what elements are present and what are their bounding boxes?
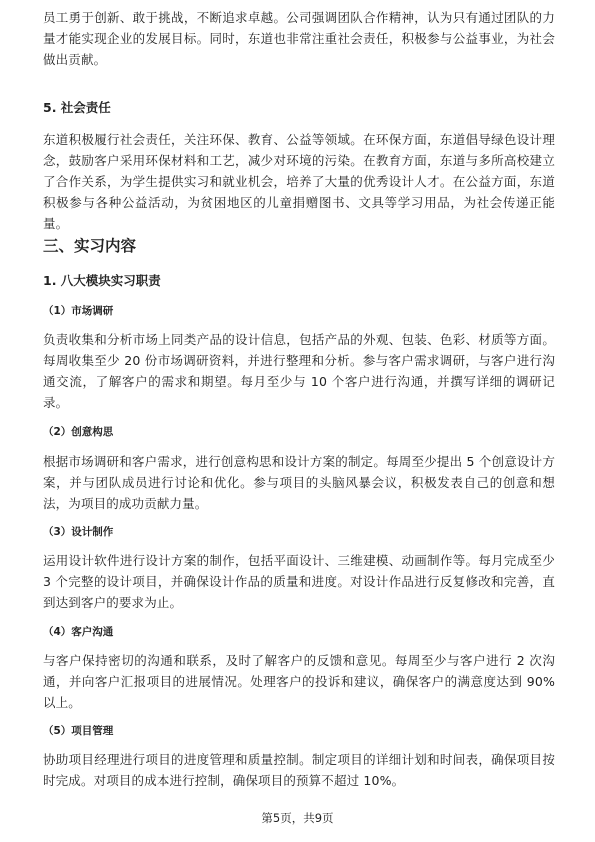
paragraph-design-production: 运用设计软件进行设计方案的制作，包括平面设计、三维建模、动画制作等。每月完成至少 3 个完整的设计项目，并确保设计作品的质量和进度。对设计作品进行反复修改和完善，直到达到客户的要求为止。 <box>43 553 555 610</box>
heading-social-responsibility: 5. 社会责任 <box>43 100 111 115</box>
page-number-footer: 第5页，共9页 <box>261 811 334 825</box>
paragraph-social-responsibility: 东道积极履行社会责任，关注环保、教育、公益等领域。在环保方面，东道倡导绿色设计理念，鼓励客户采用环保材料和工艺，减少对环境的污染。在教育方面，东道与多所高校建立了合作关系，为学生提供实习和就业机会，培养了大量的优秀设计人才。在公益方面，东道积极参与各种公益活动，为贫困地区的儿童捐赠图书、文具等学习用品，为社会传递正能量。 <box>43 132 555 231</box>
paragraph-creative-concept: 根据市场调研和客户需求，进行创意构思和设计方案的制定。每周至少提出 5 个创意设计方案，并与团队成员进行讨论和优化。参与项目的头脑风暴会议，积极发表自己的创意和想法，为项目的成功贡献力量。 <box>43 454 555 511</box>
heading-market-research: （1）市场调研 <box>43 305 114 317</box>
paragraph-project-management: 协助项目经理进行项目的进度管理和质量控制。制定项目的详细计划和时间表，确保项目按时完成。对项目的成本进行控制，确保项目的预算不超过 10%。 <box>43 752 555 788</box>
heading-design-production: （3）设计制作 <box>43 526 114 538</box>
paragraph-market-research: 负责收集和分析市场上同类产品的设计信息，包括产品的外观、包装、色彩、材质等方面。每周收集至少 20 份市场调研资料，并进行整理和分析。参与客户需求调研，与客户进行沟通交流，了解客户的需求和期望。每月至少与 10 个客户进行沟通，并撰写详细的调研记录。 <box>43 332 555 410</box>
heading-project-management: （5）项目管理 <box>43 725 114 737</box>
heading-creative-concept: （2）创意构思 <box>43 426 114 438</box>
heading-eight-modules: 1. 八大模块实习职责 <box>43 273 161 288</box>
paragraph-company-culture-end: 员工勇于创新、敢于挑战，不断追求卓越。公司强调团队合作精神，认为只有通过团队的力量才能实现企业的发展目标。同时，东道也非常注重社会责任，积极参与公益事业，为社会做出贡献。 <box>43 10 555 67</box>
paragraph-client-communication: 与客户保持密切的沟通和联系，及时了解客户的反馈和意见。每周至少与客户进行 2 次沟通，并向客户汇报项目的进展情况。处理客户的投诉和建议，确保客户的满意度达到 90%以上。 <box>43 653 555 710</box>
heading-client-communication: （4）客户沟通 <box>43 626 114 638</box>
heading-section-internship-content: 三、实习内容 <box>43 237 137 255</box>
